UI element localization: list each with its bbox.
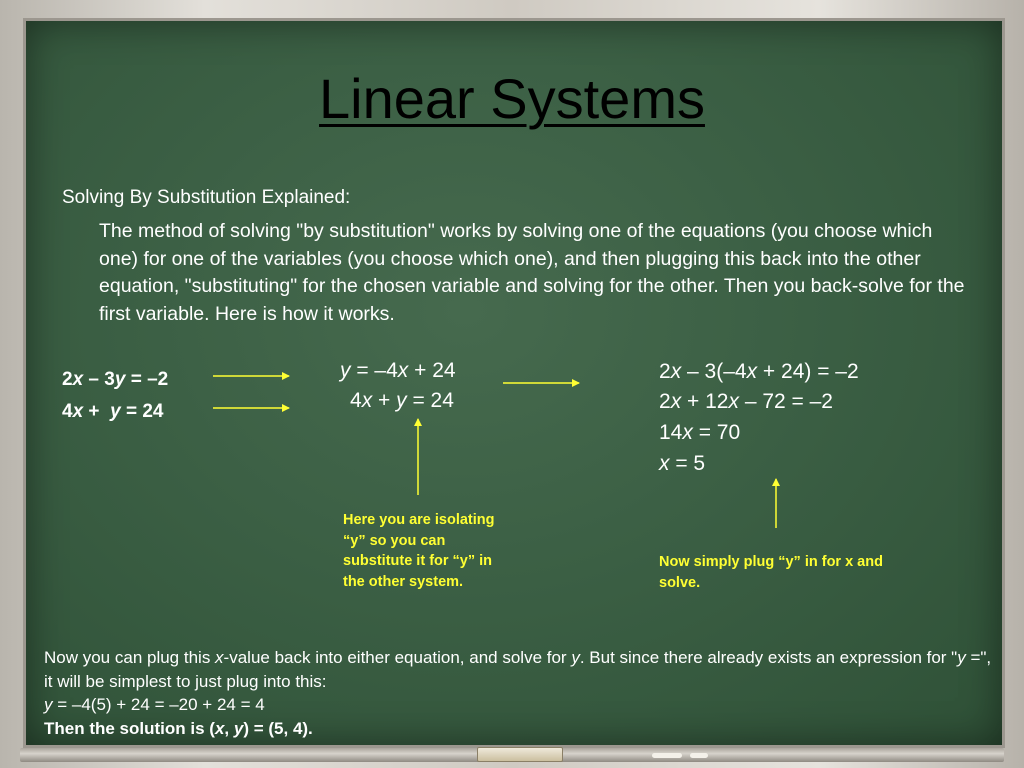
- note-isolating-y: Here you are isolating “y” so you can substitute it for “y” in the other system.: [343, 512, 495, 590]
- slide-subtitle: Solving By Substitution Explained:: [62, 187, 351, 208]
- final-solution: Then the solution is (x, y) = (5, 4).: [44, 718, 313, 738]
- slide-title: Linear Systems: [319, 67, 705, 130]
- solution-step-1: 2x – 3(–4x + 24) = –2: [659, 360, 859, 383]
- explanation-paragraph: The method of solving "by substitution" works by solving one of the equations (you choose which one) for one of the variables (you choose which one), and then plugging this back into the other equation, "substituting" for the chosen variable and solving for the other. Then you back-solve for the first variable. Here is how it works.: [99, 220, 965, 325]
- isolated-equation-2: 4x + y = 24: [350, 389, 454, 412]
- back-solve-calculation: y = –4(5) + 24 = –20 + 24 = 4: [44, 695, 265, 714]
- note-plug-y: Now simply plug “y” in for x and solve.: [659, 554, 883, 591]
- conclusion-text: [44, 646, 994, 740]
- conclusion-paragraph: Now you can plug this x-value back into either equation, and solve for y. But since there already exists an expression for "y =", it will be simplest to just plug into this:: [44, 648, 992, 691]
- system-equation-1: 2x – 3y = –2: [62, 369, 169, 390]
- solution-step-4: x = 5: [659, 452, 706, 475]
- system-equation-2: 4x + y = 24: [62, 401, 164, 422]
- solution-step-3: 14x = 70: [659, 421, 741, 444]
- solution-step-2: 2x + 12x – 72 = –2: [659, 390, 833, 413]
- isolated-equation-1: y = –4x + 24: [340, 359, 456, 382]
